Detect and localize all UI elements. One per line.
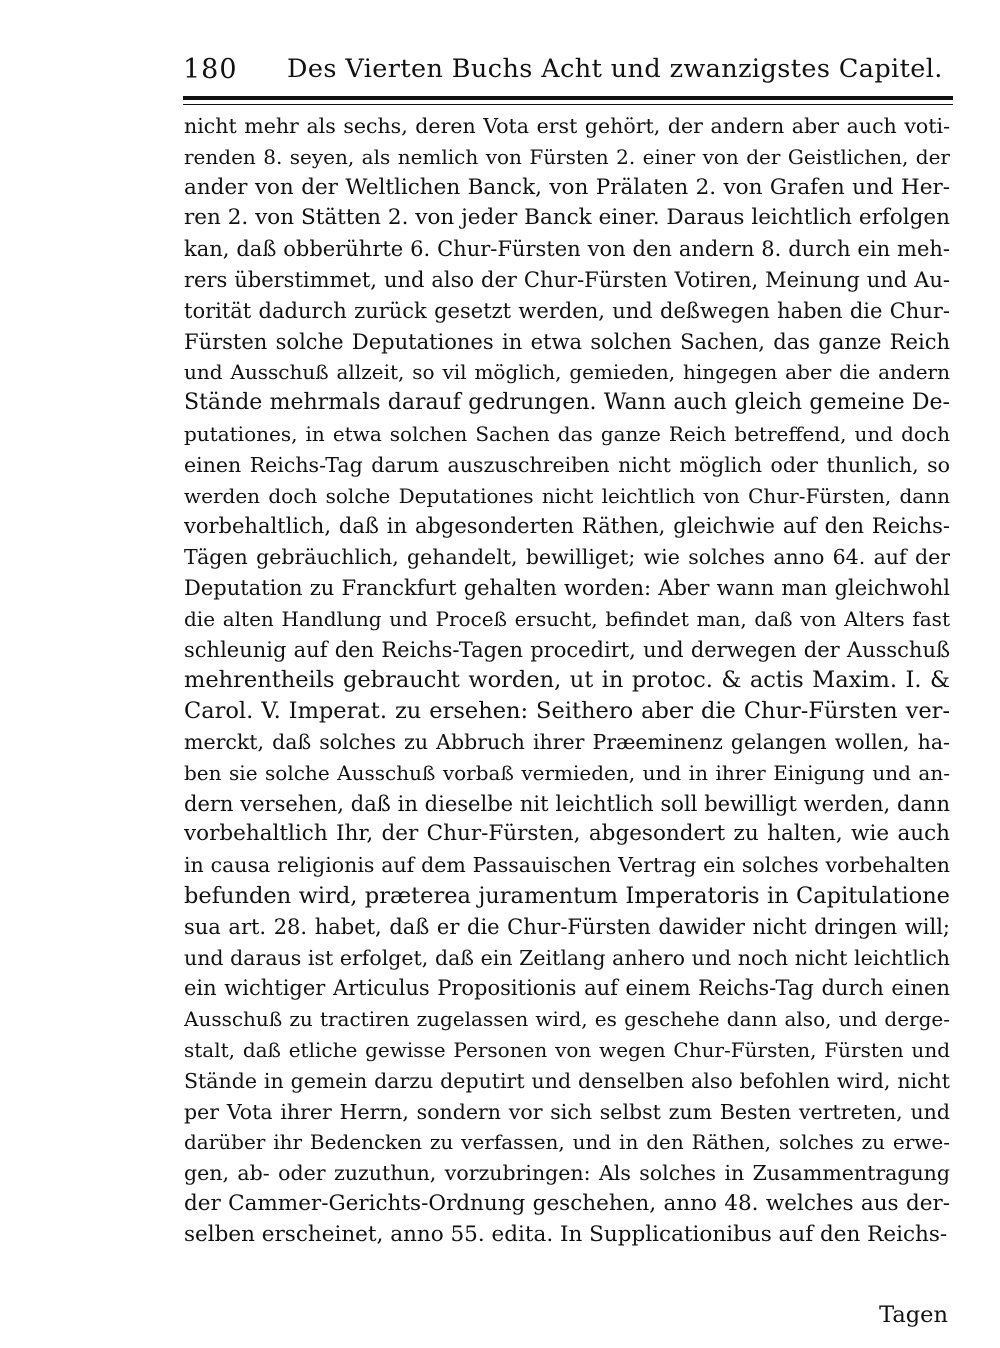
text-line: torität dadurch zurück gesetzt werden, und deßwegen haben die Chur- [184, 298, 950, 323]
text-line: vorbehaltlich Ihr, der Chur-Fürsten, abgesondert zu halten, wie auch [184, 821, 950, 847]
text-line: Fürsten solche Deputationes in etwa solchen Sachen, das ganze Reich [184, 329, 950, 354]
body-text [184, 111, 950, 1250]
text-line: und daraus ist erfolget, daß ein Zeitlang anhero und noch nicht leichtlich [184, 945, 950, 970]
text-line: selben erscheinet, anno 55. edita. In Supplicationibus auf den Reichs- [184, 1221, 948, 1247]
text-line: rers überstimmet, und also der Chur-Fürsten Votiren, Meinung und Au- [184, 267, 950, 292]
text-line: mehrentheils gebraucht worden, ut in protoc. & actis Maxim. I. & [184, 667, 950, 694]
text-line: merckt, daß solches zu Abbruch ihrer Præeminenz gelangen wollen, ha- [184, 729, 950, 754]
text-line: renden 8. seyen, als nemlich von Fürsten 2. einer von der Geistlichen, der [184, 144, 950, 169]
text-line: einen Reichs-Tag darum auszuschreiben nicht möglich oder thunlich, so [184, 452, 950, 477]
text-line: putationes, in etwa solchen Sachen das ganze Reich betreffend, und doch [184, 421, 950, 446]
text-line: schleunig auf den Reichs-Tagen procedirt, und derwegen der Ausschuß [184, 637, 950, 662]
text-line: Stände mehrmals darauf gedrungen. Wann auch gleich gemeine De- [184, 390, 950, 416]
text-line: ben sie solche Ausschuß vorbaß vermieden, und in ihrer Einigung und an- [184, 760, 950, 785]
text-line: kan, daß obberührte 6. Chur-Fürsten von den andern 8. durch ein meh- [184, 237, 950, 262]
text-line: ein wichtiger Articulus Propositionis auf einem Reichs-Tag durch einen [184, 976, 950, 1001]
text-line: sua art. 28. habet, daß er die Chur-Fürsten dawider nicht dringen will; [184, 914, 950, 939]
text-line: Carol. V. Imperat. zu ersehen: Seithero aber die Chur-Fürsten ver- [184, 698, 950, 725]
text-line: darüber ihr Bedencken zu verfassen, und in den Räthen, solches zu erwe- [184, 1130, 950, 1155]
catchword: Tagen [879, 1302, 948, 1328]
text-line: gen, ab- oder zuzuthun, vorzubringen: Als solches in Zusammentragung [184, 1161, 950, 1186]
text-line: Ausschuß zu tractiren zugelassen wird, es geschehe dann also, und derge- [184, 1007, 950, 1032]
header-rule [183, 96, 953, 100]
text-line: dern versehen, daß in dieselbe nit leichtlich soll bewilligt werden, dann [184, 791, 950, 816]
text-line: Deputation zu Franckfurt gehalten worden: Aber wann man gleichwohl [184, 575, 950, 600]
text-line: nicht mehr als sechs, deren Vota erst gehört, der andern aber auch voti- [184, 114, 950, 138]
page-number: 180 [183, 54, 238, 85]
page-header [183, 50, 953, 90]
text-line: die alten Handlung und Proceß ersucht, befindet man, daß von Alters fast [184, 606, 950, 631]
text-line: ren 2. von Stätten 2. von jeder Banck einer. Daraus leichtlich erfolgen [184, 205, 950, 231]
text-line: werden doch solche Deputationes nicht leichtlich von Chur-Fürsten, dann [184, 483, 950, 508]
text-line: Tägen gebräuchlich, gehandelt, bewilliget; wie solches anno 64. auf der [184, 545, 950, 570]
text-line: in causa religionis auf dem Passauischen Vertrag ein solches vorbehalten [184, 853, 950, 878]
text-line: vorbehaltlich, daß in abgesonderten Räthen, gleichwie auf den Reichs- [184, 514, 950, 539]
text-line: ander von der Weltlichen Banck, von Prälaten 2. von Grafen und Her- [184, 174, 950, 200]
text-line: und Ausschuß allzeit, so vil möglich, gemieden, hingegen aber die andern [184, 360, 950, 385]
text-line: der Cammer-Gerichts-Ordnung geschehen, anno 48. welches aus der- [184, 1190, 950, 1216]
text-line: stalt, daß etliche gewisse Personen von wegen Chur-Fürsten, Fürsten und [184, 1037, 950, 1062]
text-line: befunden wird, præterea juramentum Imperatoris in Capitulatione [184, 882, 950, 909]
running-title: Des Vierten Buchs Acht und zwanzigstes Capitel. [287, 54, 943, 84]
text-line: Stände in gemein darzu deputirt und denselben also befohlen wird, nicht [184, 1068, 950, 1093]
text-line: per Vota ihrer Herrn, sondern vor sich selbst zum Besten vertreten, und [184, 1099, 950, 1124]
